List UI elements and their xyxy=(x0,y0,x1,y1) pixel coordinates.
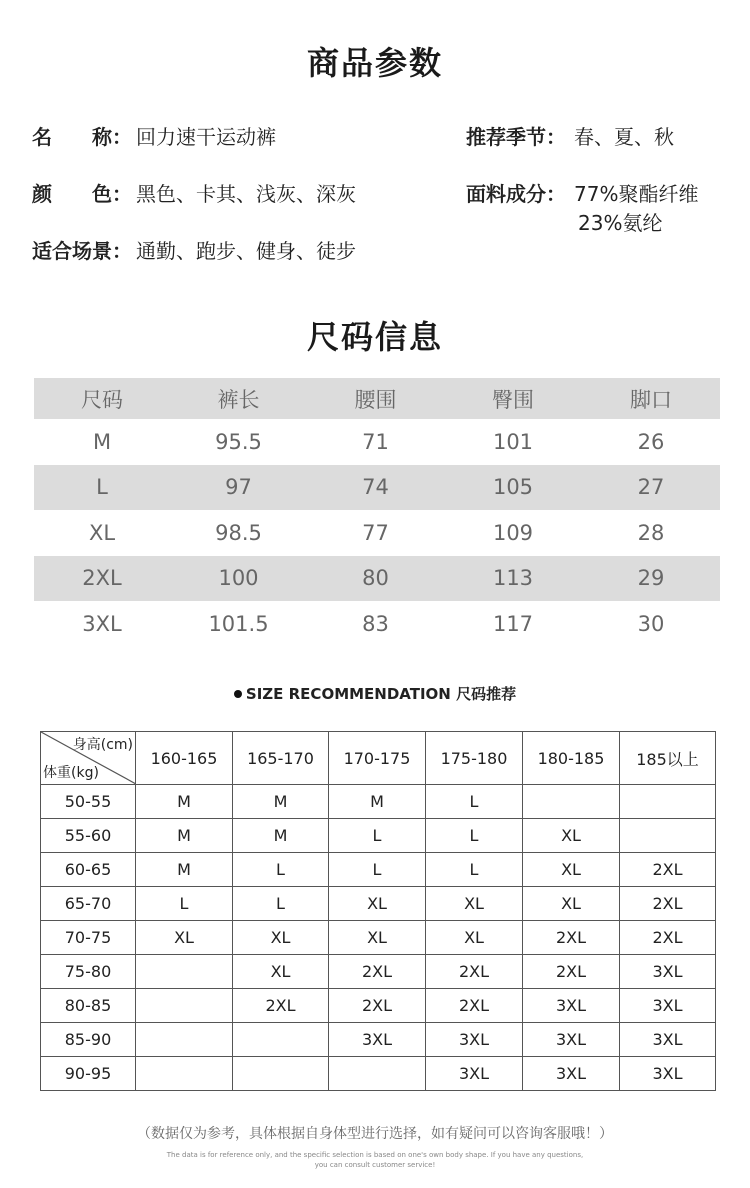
size-info-title: 尺码信息 xyxy=(306,318,443,356)
recommended-size-cell: M xyxy=(233,819,329,853)
recommended-size-cell: 2XL xyxy=(233,989,329,1023)
size-cell: L xyxy=(96,475,108,500)
weight-range-cell: 85-90 xyxy=(41,1023,136,1057)
recommended-size-cell: XL xyxy=(523,853,620,887)
recommended-size-cell: 2XL xyxy=(620,921,716,955)
recommended-size-cell: 2XL xyxy=(620,887,716,921)
recommended-size-cell: 3XL xyxy=(523,1057,620,1091)
recommended-size-cell: XL xyxy=(136,921,233,955)
param-scene-label: 适合场景： xyxy=(32,239,132,263)
size-header: 脚口 xyxy=(630,387,672,412)
size-cell: 113 xyxy=(492,566,534,591)
size-header: 尺码 xyxy=(81,387,123,412)
size-header: 腰围 xyxy=(354,387,397,412)
table-row xyxy=(41,1023,716,1057)
recommended-size-cell: 2XL xyxy=(523,921,620,955)
recommended-size-cell: XL xyxy=(329,887,426,921)
size-cell: 71 xyxy=(362,429,389,454)
recommended-size-cell: 3XL xyxy=(620,955,716,989)
recommended-size-cell: XL xyxy=(426,887,523,921)
param-fabric-value-1: 77%聚酯纤维 xyxy=(574,182,699,206)
recommended-size-cell: L xyxy=(329,819,426,853)
param-season xyxy=(466,121,674,150)
height-range-header: 165-170 xyxy=(233,732,329,785)
recommended-size-cell: 2XL xyxy=(329,989,426,1023)
param-fabric xyxy=(466,178,698,207)
recommended-size-cell: M xyxy=(329,785,426,819)
disclaimer-cn: （数据仅为参考，具体根据自身体型进行选择，如有疑问可以咨询客服哦！） xyxy=(137,1126,613,1142)
size-cell: 98.5 xyxy=(215,520,262,545)
recommended-size-cell: L xyxy=(426,785,523,819)
size-cell: 117 xyxy=(492,611,534,636)
recommended-size-cell: L xyxy=(233,853,329,887)
param-name-label: 名 称： xyxy=(32,125,132,149)
disclaimer-en-line1: The data is for reference only, and the specific selection is based on one's own body shape. If you have any questions, xyxy=(166,1151,584,1159)
recommended-size-cell: 2XL xyxy=(329,955,426,989)
size-cell: 3XL xyxy=(82,611,122,636)
recommendation-table xyxy=(40,731,716,1091)
recommended-size-cell: 3XL xyxy=(620,1023,716,1057)
recommended-size-cell: XL xyxy=(523,887,620,921)
diagonal-corner-cell xyxy=(41,732,136,785)
recommended-size-cell: 3XL xyxy=(620,989,716,1023)
recommended-size-cell xyxy=(233,1023,329,1057)
recommendation-header-row xyxy=(41,732,716,785)
table-row xyxy=(41,955,716,989)
weight-range-cell: 55-60 xyxy=(41,819,136,853)
table-row xyxy=(41,887,716,921)
param-color-label: 颜 色： xyxy=(32,182,132,206)
recommended-size-cell: M xyxy=(136,853,233,887)
size-cell: 30 xyxy=(637,611,665,636)
size-cell: M xyxy=(92,429,112,454)
recommended-size-cell xyxy=(136,989,233,1023)
size-row xyxy=(34,556,720,602)
recommended-size-cell: 2XL xyxy=(620,853,716,887)
param-color xyxy=(32,178,356,207)
table-row xyxy=(41,921,716,955)
disclaimer-en xyxy=(0,1150,750,1170)
height-range-header: 160-165 xyxy=(136,732,233,785)
size-cell: 83 xyxy=(362,611,389,636)
recommended-size-cell: XL xyxy=(329,921,426,955)
recommended-size-cell xyxy=(136,1023,233,1057)
recommended-size-cell: 3XL xyxy=(426,1023,523,1057)
table-row xyxy=(41,989,716,1023)
recommended-size-cell: L xyxy=(233,887,329,921)
recommended-size-cell: M xyxy=(136,819,233,853)
bullet-dot-icon xyxy=(234,690,242,698)
recommended-size-cell: XL xyxy=(426,921,523,955)
size-row xyxy=(34,510,720,556)
recommended-size-cell: 3XL xyxy=(523,989,620,1023)
param-scene-value: 通勤、跑步、健身、徒步 xyxy=(136,239,356,263)
recommended-size-cell xyxy=(523,785,620,819)
size-cell: 26 xyxy=(637,429,665,454)
height-range-header: 185以上 xyxy=(620,732,716,785)
recommended-size-cell xyxy=(233,1057,329,1091)
corner-weight-label: 体重(kg) xyxy=(43,765,99,781)
size-cell: 74 xyxy=(362,475,389,500)
size-cell: 28 xyxy=(637,520,665,545)
size-cell: 95.5 xyxy=(215,429,262,454)
param-fabric-line2 xyxy=(578,207,662,236)
recommended-size-cell xyxy=(620,819,716,853)
recommended-size-cell xyxy=(329,1057,426,1091)
recommended-size-cell: L xyxy=(426,819,523,853)
recommended-size-cell: 2XL xyxy=(426,955,523,989)
recommended-size-cell: L xyxy=(329,853,426,887)
recommended-size-cell xyxy=(136,955,233,989)
weight-range-cell: 80-85 xyxy=(41,989,136,1023)
params-title: 商品参数 xyxy=(306,44,443,82)
size-table-header xyxy=(34,378,720,419)
size-cell: 77 xyxy=(362,520,389,545)
table-row xyxy=(41,853,716,887)
height-range-header: 180-185 xyxy=(523,732,620,785)
height-range-header: 170-175 xyxy=(329,732,426,785)
size-cell: 97 xyxy=(225,475,252,500)
param-fabric-value-2: 23%氨纶 xyxy=(578,211,663,235)
param-name-value: 回力速干运动裤 xyxy=(136,125,276,149)
size-cell: 2XL xyxy=(82,566,122,591)
size-cell: 27 xyxy=(637,475,665,500)
recommended-size-cell xyxy=(620,785,716,819)
weight-range-cell: 60-65 xyxy=(41,853,136,887)
param-fabric-label: 面料成分： xyxy=(466,182,566,206)
recommendation-title-text: SIZE RECOMMENDATION 尺码推荐 xyxy=(245,685,517,703)
param-season-label: 推荐季节： xyxy=(466,125,566,149)
size-cell: 101 xyxy=(492,429,534,454)
recommended-size-cell xyxy=(136,1057,233,1091)
size-header: 臀围 xyxy=(492,387,534,412)
param-color-value: 黑色、卡其、浅灰、深灰 xyxy=(136,182,356,206)
weight-range-cell: 90-95 xyxy=(41,1057,136,1091)
param-scene xyxy=(32,235,356,264)
size-cell: 109 xyxy=(492,520,534,545)
recommended-size-cell: M xyxy=(233,785,329,819)
recommended-size-cell: 2XL xyxy=(426,989,523,1023)
size-cell: 100 xyxy=(218,566,259,591)
recommended-size-cell: XL xyxy=(523,819,620,853)
weight-range-cell: 75-80 xyxy=(41,955,136,989)
table-row xyxy=(41,819,716,853)
recommended-size-cell: 3XL xyxy=(523,1023,620,1057)
size-table xyxy=(34,378,720,647)
weight-range-cell: 50-55 xyxy=(41,785,136,819)
height-range-header: 175-180 xyxy=(426,732,523,785)
param-name xyxy=(32,121,276,150)
size-header: 裤长 xyxy=(217,387,260,412)
size-row xyxy=(34,419,720,465)
recommended-size-cell: XL xyxy=(233,921,329,955)
recommended-size-cell: 2XL xyxy=(523,955,620,989)
size-row xyxy=(34,601,720,647)
param-season-value: 春、夏、秋 xyxy=(574,125,674,149)
recommendation-title xyxy=(0,683,750,704)
disclaimer-en-line2: you can consult customer service! xyxy=(314,1161,436,1169)
recommended-size-cell: L xyxy=(136,887,233,921)
recommended-size-cell: 3XL xyxy=(329,1023,426,1057)
corner-height-label: 身高(cm) xyxy=(72,737,133,753)
weight-range-cell: 65-70 xyxy=(41,887,136,921)
recommended-size-cell: M xyxy=(136,785,233,819)
size-cell: 29 xyxy=(637,566,665,591)
size-cell: 105 xyxy=(492,475,534,500)
recommended-size-cell: L xyxy=(426,853,523,887)
recommended-size-cell: XL xyxy=(233,955,329,989)
size-row xyxy=(34,465,720,511)
recommended-size-cell: 3XL xyxy=(426,1057,523,1091)
size-cell: 80 xyxy=(362,566,389,591)
table-row xyxy=(41,785,716,819)
weight-range-cell: 70-75 xyxy=(41,921,136,955)
size-cell: XL xyxy=(88,520,116,545)
size-cell: 101.5 xyxy=(208,611,269,636)
recommended-size-cell: 3XL xyxy=(620,1057,716,1091)
table-row xyxy=(41,1057,716,1091)
